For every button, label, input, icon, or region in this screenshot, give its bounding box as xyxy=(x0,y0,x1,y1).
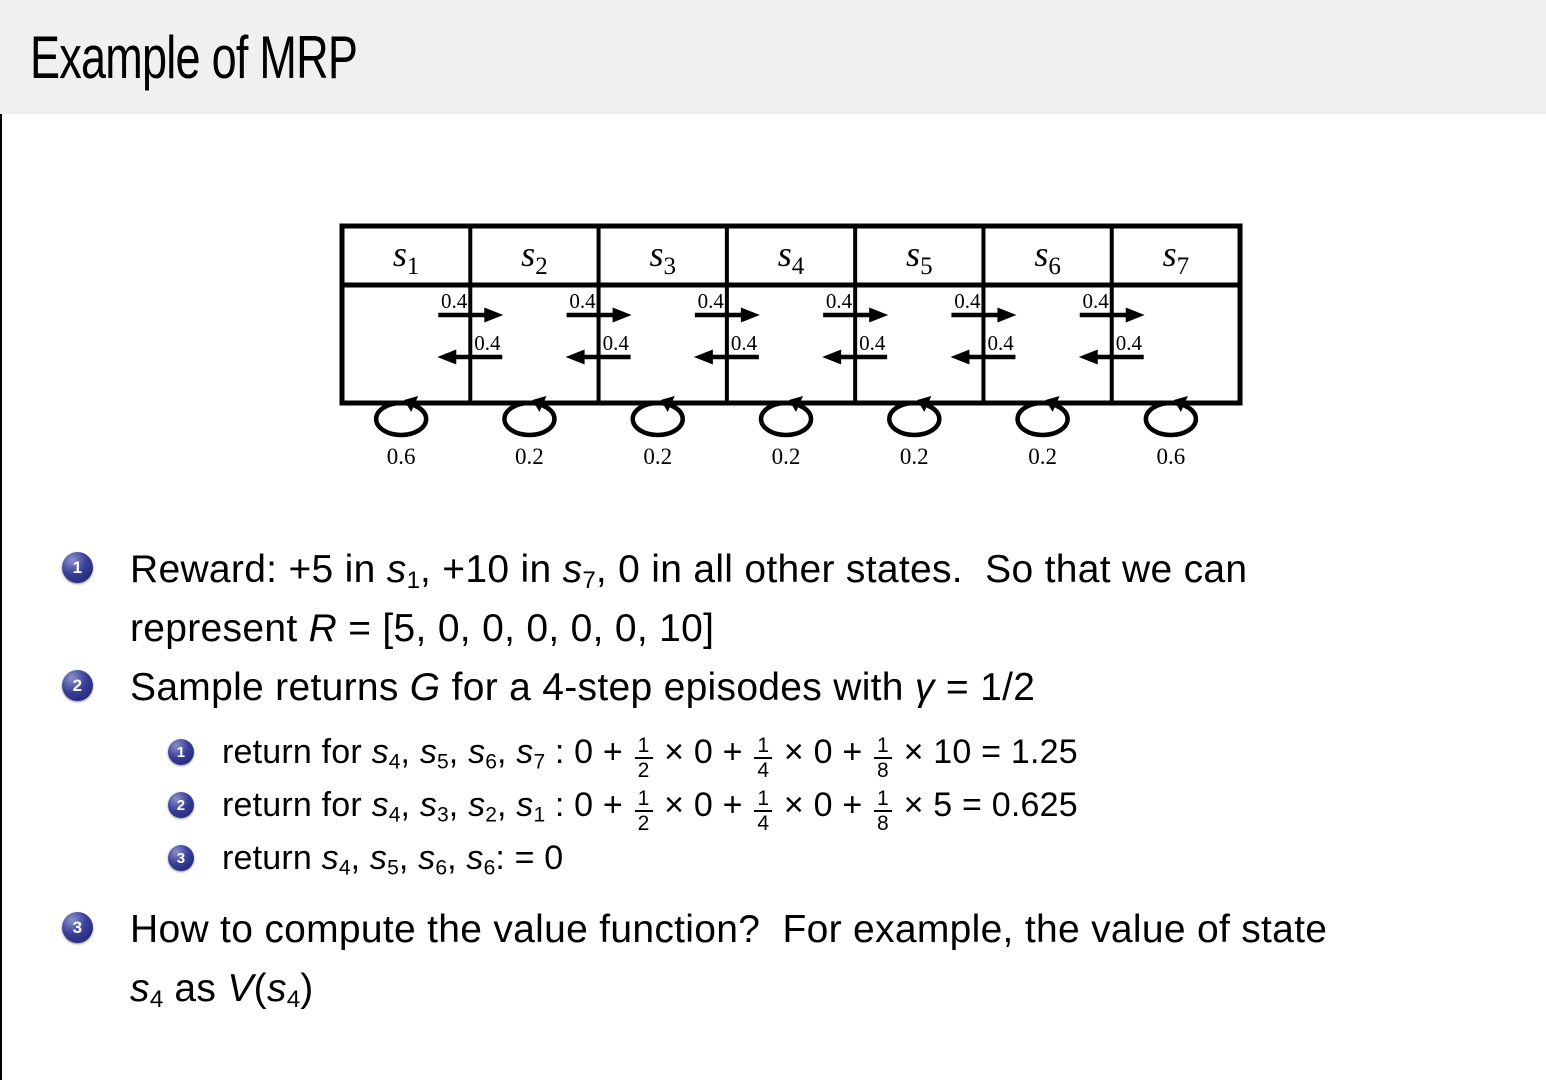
fraction-numerator: 1 xyxy=(877,733,889,757)
math-var xyxy=(418,839,448,880)
fraction-denominator: 8 xyxy=(877,759,889,782)
left-transition-prob-label: 0.4 xyxy=(987,331,1014,355)
text-run: How to compute the value function? For example, the value of state xyxy=(130,908,1328,951)
math-var-letter: s xyxy=(516,786,534,824)
math-var xyxy=(468,786,497,827)
bullet-item xyxy=(0,832,1546,885)
state-label-subscript: 1 xyxy=(406,253,420,280)
text-run: × 0 + xyxy=(654,786,753,824)
math-var-letter: G xyxy=(409,666,441,709)
text-run: , xyxy=(497,786,517,824)
text-run: × 5 = 0.625 xyxy=(893,786,1078,824)
enumeration-ball-icon xyxy=(168,792,194,818)
text-run: return for xyxy=(222,733,372,771)
left-transition-prob-label: 0.4 xyxy=(730,331,758,355)
state-label-base: s xyxy=(777,234,792,274)
bullet-content xyxy=(130,540,1546,658)
text-run: for a 4-step episodes with xyxy=(440,666,915,709)
enumeration-ball-icon xyxy=(62,552,93,583)
math-var xyxy=(915,666,935,709)
ball-number: 1 xyxy=(176,743,186,761)
bullet-item xyxy=(0,658,1546,717)
math-var xyxy=(562,548,596,595)
text-run: : = 0 xyxy=(495,839,564,877)
text-run: × 10 = 1.25 xyxy=(893,733,1078,771)
right-arrow-head-icon xyxy=(484,308,503,323)
left-transition-prob-label: 0.4 xyxy=(474,331,501,355)
state-label-base: s xyxy=(649,234,664,274)
fraction xyxy=(874,735,892,782)
fraction-numerator: 1 xyxy=(877,786,889,810)
slide-title: Example of MRP xyxy=(30,23,358,91)
text-run: , +10 in xyxy=(420,548,563,591)
text-run: = 1/2 xyxy=(934,666,1036,709)
right-arrow-head-icon xyxy=(869,308,888,323)
text-run: : 0 + xyxy=(545,733,633,771)
math-var-letter: s xyxy=(419,786,438,824)
math-var-letter: s xyxy=(419,733,438,771)
fraction-numerator: 1 xyxy=(757,733,770,757)
text-run: return xyxy=(222,839,322,877)
fraction-denominator: 2 xyxy=(637,759,650,782)
bullet-content xyxy=(130,900,1546,1018)
state-label xyxy=(393,234,420,280)
math-var-letter: s xyxy=(369,839,388,877)
bullet-line xyxy=(222,832,1546,885)
math-var-subscript: 7 xyxy=(533,750,546,774)
math-var-letter: s xyxy=(516,733,534,771)
math-var xyxy=(371,733,401,774)
math-var xyxy=(321,839,351,880)
bullet-line xyxy=(130,900,1546,959)
self-loop-prob-label: 0.6 xyxy=(1156,444,1186,469)
state-label-subscript: 7 xyxy=(1176,253,1190,280)
fraction xyxy=(754,788,772,835)
right-transition-prob-label: 0.4 xyxy=(441,289,468,313)
left-arrow-head-icon xyxy=(566,350,585,365)
math-var-subscript: 1 xyxy=(533,803,546,827)
math-var xyxy=(266,967,301,1014)
text-run: ( xyxy=(253,967,267,1010)
state-label xyxy=(778,234,805,280)
text-run: , xyxy=(447,839,467,877)
math-var-letter: s xyxy=(466,839,484,877)
ball-number: 2 xyxy=(72,675,83,695)
right-arrow-head-icon xyxy=(1126,308,1145,323)
right-transition-prob-label: 0.4 xyxy=(1082,289,1109,313)
math-var-subscript: 3 xyxy=(437,803,449,827)
math-var-letter: V xyxy=(227,967,254,1010)
left-transition-prob-label: 0.4 xyxy=(1115,331,1142,355)
self-loop-prob-label: 0.2 xyxy=(1028,444,1057,469)
math-var-subscript: 2 xyxy=(485,803,497,827)
enumeration-ball-icon xyxy=(168,739,194,765)
text-run: , xyxy=(448,786,469,824)
math-var xyxy=(419,733,449,774)
math-var-letter: s xyxy=(418,839,436,877)
title-bar xyxy=(0,0,1546,114)
right-arrow-head-icon xyxy=(997,308,1016,323)
math-var-letter: s xyxy=(386,548,407,591)
bullet-line xyxy=(130,658,1546,717)
fraction xyxy=(635,735,653,782)
math-var-letter: R xyxy=(308,607,338,650)
math-var xyxy=(309,607,337,650)
bullet-list xyxy=(0,540,1546,1018)
state-label-subscript: 2 xyxy=(535,253,548,280)
math-var-subscript: 4 xyxy=(149,986,164,1014)
ball-number: 3 xyxy=(72,917,83,937)
text-run: , xyxy=(400,786,420,824)
self-loop-icon xyxy=(376,403,426,435)
bullet-content xyxy=(130,658,1546,717)
math-var xyxy=(466,839,496,880)
text-run: represent xyxy=(130,607,309,650)
text-run: ) xyxy=(300,967,314,1010)
enumeration-ball-icon xyxy=(62,912,93,943)
bullet-item xyxy=(0,779,1546,835)
state-label-subscript: 3 xyxy=(663,253,676,280)
self-loop-icon xyxy=(1018,403,1068,435)
text-run: as xyxy=(163,967,228,1010)
math-var-subscript: 4 xyxy=(388,803,401,827)
text-run: × 0 + xyxy=(774,733,873,771)
math-var-letter: s xyxy=(371,733,389,771)
math-var-subscript: 4 xyxy=(338,856,351,880)
self-loop-prob-label: 0.2 xyxy=(771,444,801,469)
bullet-line xyxy=(130,959,1546,1018)
fraction-numerator: 1 xyxy=(757,786,770,810)
state-label-base: s xyxy=(1162,234,1177,274)
math-var-letter: s xyxy=(321,839,339,877)
self-loop-icon xyxy=(761,403,811,435)
state-label-subscript: 6 xyxy=(1048,253,1061,280)
math-var xyxy=(386,548,421,595)
math-var-subscript: 5 xyxy=(387,856,399,880)
left-arrow-head-icon xyxy=(694,350,713,365)
bullet-item xyxy=(0,540,1546,658)
text-run: Reward: +5 in xyxy=(130,548,387,591)
text-run: , xyxy=(398,839,419,877)
bullet-content xyxy=(222,726,1546,782)
text-run: , xyxy=(400,733,420,771)
text-run: , xyxy=(448,733,469,771)
math-var xyxy=(468,733,497,774)
text-run: × 0 + xyxy=(774,786,873,824)
self-loop-prob-label: 0.2 xyxy=(643,444,673,469)
self-loop-prob-label: 0.6 xyxy=(386,444,416,469)
left-arrow-head-icon xyxy=(822,350,841,365)
state-label xyxy=(521,234,548,280)
math-var-letter: s xyxy=(468,733,486,771)
bullet-line xyxy=(222,779,1546,835)
right-transition-prob-label: 0.4 xyxy=(697,289,724,313)
math-var xyxy=(410,666,441,709)
fraction-numerator: 1 xyxy=(637,733,650,757)
text-run: return for xyxy=(222,786,372,824)
bullet-item xyxy=(0,726,1546,782)
state-label-base: s xyxy=(1034,234,1049,274)
fraction-denominator: 4 xyxy=(757,812,770,835)
math-var-subscript: 6 xyxy=(485,750,497,774)
left-transition-prob-label: 0.4 xyxy=(602,331,629,355)
math-var xyxy=(419,786,449,827)
ball-number: 2 xyxy=(176,796,186,814)
state-label xyxy=(1034,234,1061,280)
fraction-denominator: 4 xyxy=(757,759,770,782)
self-loop-icon xyxy=(504,403,554,435)
text-run: , 0 in all other states. So that we can xyxy=(595,548,1248,591)
bullet-content xyxy=(222,779,1546,835)
right-transition-prob-label: 0.4 xyxy=(825,289,853,313)
math-var-letter: s xyxy=(371,786,389,824)
fraction-denominator: 2 xyxy=(637,812,650,835)
self-loop-icon xyxy=(1146,403,1196,435)
state-label xyxy=(1163,234,1190,280)
state-label xyxy=(906,234,933,280)
math-var xyxy=(369,839,399,880)
fraction xyxy=(874,788,892,835)
fraction xyxy=(754,735,772,782)
ball-number: 1 xyxy=(72,557,83,577)
math-var-letter: s xyxy=(266,967,287,1010)
state-label xyxy=(649,234,676,280)
math-var xyxy=(130,967,164,1014)
bullet-line xyxy=(130,540,1546,599)
math-var xyxy=(227,967,253,1010)
math-var-subscript: 6 xyxy=(435,856,448,880)
left-arrow-head-icon xyxy=(1079,350,1098,365)
text-run: = [5, 0, 0, 0, 0, 0, 10] xyxy=(337,607,715,650)
self-loop-prob-label: 0.2 xyxy=(515,444,544,469)
bullet-line xyxy=(222,726,1546,782)
mrp-state-diagram xyxy=(320,212,1270,477)
right-transition-prob-label: 0.4 xyxy=(954,289,981,313)
enumeration-ball-icon xyxy=(168,845,194,871)
self-loop-icon xyxy=(633,403,683,435)
math-var-subscript: 4 xyxy=(286,986,301,1014)
math-var-subscript: 1 xyxy=(406,567,421,595)
right-arrow-head-icon xyxy=(741,308,760,323)
math-var xyxy=(516,733,546,774)
state-label-subscript: 4 xyxy=(791,253,805,280)
fraction xyxy=(635,788,653,835)
fraction-denominator: 8 xyxy=(877,812,889,835)
text-run: : 0 + xyxy=(545,786,633,824)
ball-number: 3 xyxy=(176,849,186,867)
bullet-content xyxy=(222,832,1546,885)
state-label-subscript: 5 xyxy=(920,253,933,280)
text-run: , xyxy=(497,733,517,771)
math-var-subscript: 4 xyxy=(388,750,401,774)
math-var-letter: γ xyxy=(914,666,935,709)
state-label-base: s xyxy=(521,234,536,274)
left-arrow-head-icon xyxy=(437,350,456,365)
enumeration-ball-icon xyxy=(62,670,93,701)
text-run: Sample returns xyxy=(130,666,410,709)
left-transition-prob-label: 0.4 xyxy=(859,331,886,355)
right-arrow-head-icon xyxy=(613,308,632,323)
math-var-letter: s xyxy=(130,967,150,1010)
math-var-subscript: 6 xyxy=(483,856,496,880)
bullet-line xyxy=(130,599,1546,658)
fraction-numerator: 1 xyxy=(637,786,650,810)
text-run: × 0 + xyxy=(654,733,753,771)
math-var xyxy=(371,786,401,827)
math-var-subscript: 7 xyxy=(582,567,596,595)
bullet-item xyxy=(0,900,1546,1018)
right-transition-prob-label: 0.4 xyxy=(569,289,596,313)
math-var-letter: s xyxy=(562,548,583,591)
state-label-base: s xyxy=(392,234,407,274)
self-loop-prob-label: 0.2 xyxy=(899,444,929,469)
math-var xyxy=(516,786,546,827)
math-var-subscript: 5 xyxy=(437,750,449,774)
left-arrow-head-icon xyxy=(950,350,969,365)
self-loop-icon xyxy=(889,403,939,435)
state-label-base: s xyxy=(906,234,921,274)
math-var-letter: s xyxy=(468,786,486,824)
text-run: , xyxy=(350,839,370,877)
